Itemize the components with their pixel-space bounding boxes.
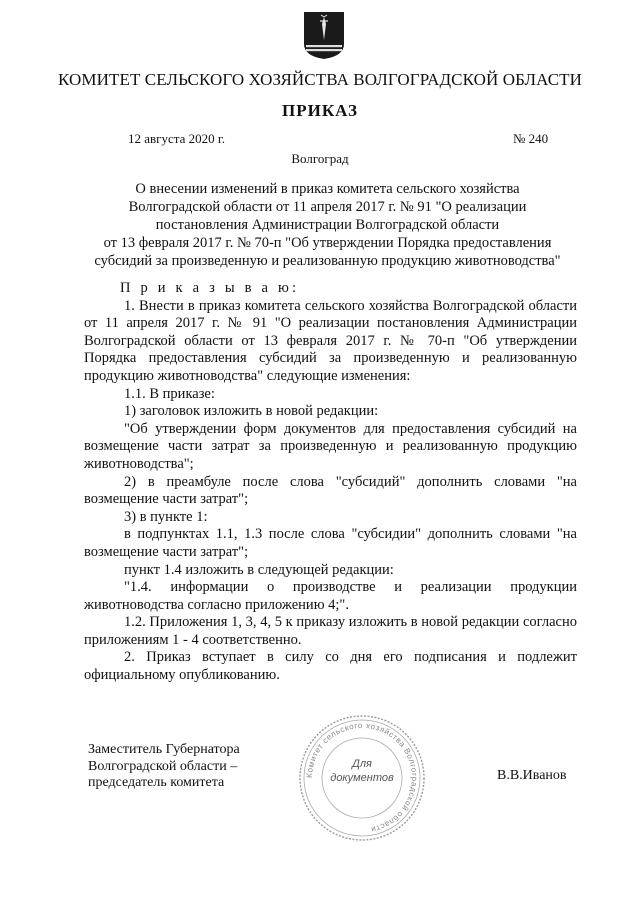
body-paragraph: "1.4. информации о производстве и реализации продукции животноводства согласно приложению 4;". <box>84 579 577 613</box>
body-paragraph: в подпунктах 1.1, 1.3 после слова "субсидии" дополнить словами "на возмещение части затрат"; <box>84 526 577 560</box>
body-paragraph: 2. Приказ вступает в силу со дня его подписания и подлежит официальному опубликованию. <box>84 649 577 684</box>
volgograd-region-emblem-icon <box>301 10 347 60</box>
order-intro: П р и к а з ы в а ю: <box>120 280 300 296</box>
document-city: Волгоград <box>291 151 349 166</box>
document-date: 12 августа 2020 г. <box>128 131 225 146</box>
subject-line: от 13 февраля 2017 г. № 70-п "Об утверждении Порядка предоставления <box>103 235 552 251</box>
subject-line: Волгоградской области от 11 апреля 2017 г. № 91 "О реализации <box>128 199 527 215</box>
stamp-ring-text: Комитет сельского хозяйства Волгоградской области <box>304 720 420 835</box>
subject-line: субсидий за произведенную и реализованную продукцию животноводства" <box>94 253 561 269</box>
subject-line: постановления Администрации Волгоградской области <box>155 217 500 233</box>
body-paragraph: 3) в пункте 1: <box>124 508 208 525</box>
stamp-center-line: Для <box>352 758 372 770</box>
signatory-position-line: Заместитель Губернатора <box>88 742 240 757</box>
document-subject <box>60 180 595 270</box>
subject-line: О внесении изменений в приказ комитета сельского хозяйства <box>135 181 520 197</box>
signatory-position-line: Волгоградской области – <box>88 758 238 774</box>
document-type: ПРИКАЗ <box>282 101 358 120</box>
organization-name: КОМИТЕТ СЕЛЬСКОГО ХОЗЯЙСТВА ВОЛГОГРАДСКОЙ ОБЛАСТИ <box>57 70 582 89</box>
body-paragraph: 1) заголовок изложить в новой редакции: <box>124 403 379 420</box>
document-body <box>84 280 577 685</box>
signatory-position <box>88 742 240 792</box>
stamp-center-line: документов <box>330 772 394 784</box>
official-stamp <box>296 712 428 844</box>
body-paragraph: 1.2. Приложения 1, 3, 4, 5 к приказу изложить в новой редакции согласно приложениям 1 - 4 соответственно. <box>84 614 577 648</box>
body-paragraph: "Об утверждении форм документов для предоставления субсидий на возмещение части затрат за произведенную и реализованную продукцию животноводства"; <box>84 420 577 472</box>
signatory-position-line: председатель комитета <box>88 775 225 790</box>
body-paragraph: 2) в преамбуле после слова "субсидий" дополнить словами "на возмещение части затрат"; <box>84 473 577 508</box>
signatory-name: В.В.Иванов <box>497 768 567 783</box>
body-paragraph: 1.1. В приказе: <box>124 385 215 402</box>
body-paragraph: пункт 1.4 изложить в следующей редакции: <box>124 561 394 578</box>
body-paragraph: 1. Внести в приказ комитета сельского хозяйства Волгоградской области от 11 апреля 2017 г. № 91 "О реализации постановления Администрации Волгоградской области от 13 февраля 2017 г. № 70-п "Об утверждении Порядка предоставления субсидий за произведенную и реализованную продукцию животноводства" следующие изменения: <box>84 297 577 384</box>
document-number: № 240 <box>513 131 549 146</box>
